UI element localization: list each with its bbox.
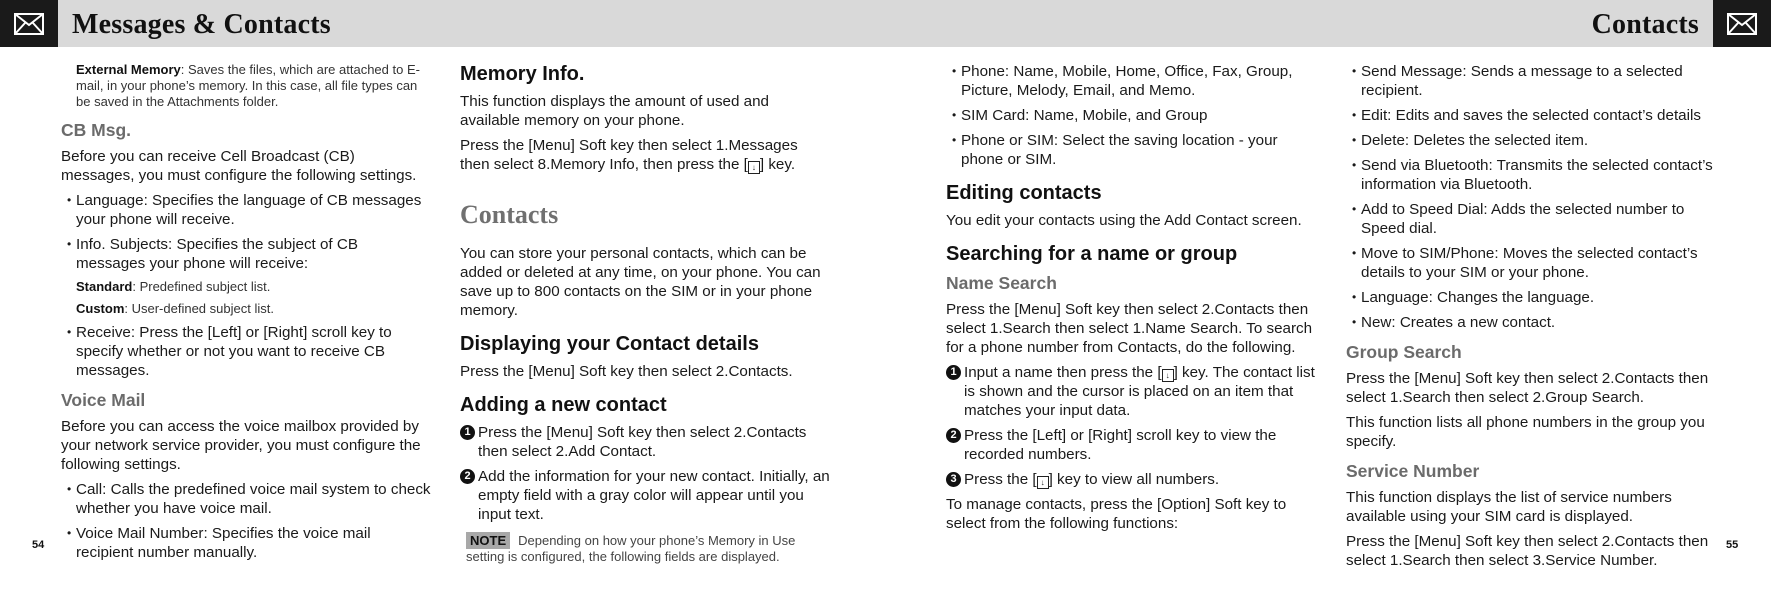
name-search-desc: Press the [Menu] Soft key then select 2.Contacts then select 1.Search then select 1.Name Search. To search for a phone number from Contacts, do the following. xyxy=(946,301,1313,356)
list-item: • Delete: Deletes the selected item. xyxy=(1352,132,1589,149)
header-title-left: Messages & Contacts xyxy=(72,9,331,40)
list-item: • Language: Specifies the language of CB messages your phone will receive. xyxy=(67,192,422,228)
list-item: • Move to SIM/Phone: Moves the selected contact’s details to your SIM or your phone. xyxy=(1352,245,1698,281)
group-search-heading: Group Search xyxy=(1346,342,1462,362)
list-item: • Call: Calls the predefined voice mail system to check whether you have voice mail. xyxy=(67,481,431,517)
list-item: • SIM Card: Name, Mobile, and Group xyxy=(952,107,1208,124)
column-4 xyxy=(1346,62,1716,576)
envelope-icon xyxy=(0,0,58,47)
ok-key-icon: ↓ xyxy=(748,161,760,174)
list-item: • Phone: Name, Mobile, Home, Office, Fax, Group, Picture, Melody, Email, and Memo. xyxy=(952,63,1293,99)
editing-contacts-heading: Editing contacts xyxy=(946,182,1102,204)
page-number-left: 54 xyxy=(32,539,45,551)
memory-info-instructions: Press the [Menu] Soft key then select 1.Messages then select 8.Memory Info, then press the [ ↓ ] key. xyxy=(460,137,798,173)
service-number-desc: This function displays the list of service numbers available using your SIM card is displayed. xyxy=(1346,489,1672,525)
page-number-right: 55 xyxy=(1726,539,1739,551)
adding-contact-steps xyxy=(460,423,830,524)
editing-contacts-desc: You edit your contacts using the Add Contact screen. xyxy=(946,212,1302,229)
displaying-contact-desc: Press the [Menu] Soft key then select 2.Contacts. xyxy=(460,363,793,380)
memory-info-desc: This function displays the amount of used and available memory on your phone. xyxy=(460,93,770,129)
displaying-contact-heading: Displaying your Contact details xyxy=(460,333,759,355)
memory-info-heading: Memory Info. xyxy=(460,63,585,85)
list-item: • Phone or SIM: Select the saving location - your phone or SIM. xyxy=(952,132,1278,168)
ok-key-icon: ↓ xyxy=(1037,476,1049,489)
cb-receive-list xyxy=(61,323,431,380)
step-item: 2 Press the [Left] or [Right] scroll key to view the recorded numbers. xyxy=(946,426,1316,464)
list-item: • Language: Changes the language. xyxy=(1352,289,1595,306)
column-2 xyxy=(460,62,830,565)
note-block: NOTE Depending on how your phone’s Memory in Use setting is configured, the following fields are displayed. xyxy=(466,533,796,564)
column-3 xyxy=(946,62,1316,539)
list-item: • New: Creates a new contact. xyxy=(1352,314,1556,331)
service-number-instructions: Press the [Menu] Soft key then select 2.Contacts then select 1.Search then select 3.Service Number. xyxy=(1346,533,1709,569)
list-item: • Send Message: Sends a message to a selected recipient. xyxy=(1352,63,1683,99)
voice-mail-list xyxy=(61,480,431,562)
external-memory-text: External Memory: Saves the files, which are attached to E-mail, in your phone’s memory. In this case, all file types can be saved in the Attachments folder. xyxy=(76,62,420,109)
service-number-heading: Service Number xyxy=(1346,461,1480,481)
step-item: 1 Press the [Menu] Soft key then select 2.Contacts then select 2.Add Contact. xyxy=(460,423,830,461)
note-badge: NOTE xyxy=(466,532,510,549)
list-item: • Send via Bluetooth: Transmits the selected contact’s information via Bluetooth. xyxy=(1352,157,1713,193)
standard-subject-text: Standard: Predefined subject list. xyxy=(76,279,271,294)
custom-subject-text: Custom: User-defined subject list. xyxy=(76,301,274,316)
manage-contacts-desc: To manage contacts, press the [Option] Soft key to select from the following functions: xyxy=(946,496,1287,532)
options-list xyxy=(1346,62,1716,332)
fields-list xyxy=(946,62,1316,169)
contacts-intro: You can store your personal contacts, which can be added or deleted at any time, on your phone. You can save up to 800 contacts on the SIM or in your phone memory. xyxy=(460,245,821,319)
group-search-desc: Press the [Menu] Soft key then select 2.Contacts then select 1.Search then select 2.Group Search. xyxy=(1346,370,1709,406)
list-item: • Edit: Edits and saves the selected contact’s details xyxy=(1352,107,1701,124)
name-search-heading: Name Search xyxy=(946,273,1057,293)
list-item: • Info. Subjects: Specifies the subject of CB messages your phone will receive: xyxy=(67,236,358,272)
header-title-right: Contacts xyxy=(1591,9,1699,40)
group-search-info: This function lists all phone numbers in the group you specify. xyxy=(1346,414,1705,450)
contacts-section-heading: Contacts xyxy=(460,200,559,229)
voice-mail-heading: Voice Mail xyxy=(61,390,146,410)
step-item: 1 Input a name then press the [ ↓ ] key. The contact list is shown and the cursor is placed on an item that matches your input data. xyxy=(946,363,1316,420)
list-item: • Receive: Press the [Left] or [Right] scroll key to specify whether or not you want to receive CB messages. xyxy=(67,324,392,379)
step-item: 3 Press the [ ↓ ] key to view all numbers. xyxy=(946,470,1316,489)
step-item: 2 Add the information for your new contact. Initially, an empty field with a gray color will appear until you input text. xyxy=(460,467,830,524)
ok-key-icon: ↓ xyxy=(1162,369,1174,382)
name-search-steps xyxy=(946,363,1316,489)
cb-intro: Before you can receive Cell Broadcast (CB) messages, you must configure the following settings. xyxy=(61,148,417,184)
voice-mail-intro: Before you can access the voice mailbox provided by your network service provider, you must configure the following settings. xyxy=(61,418,421,473)
column-1 xyxy=(61,62,431,568)
list-item: • Add to Speed Dial: Adds the selected number to Speed dial. xyxy=(1352,201,1685,237)
cb-settings-list xyxy=(61,191,431,273)
searching-heading: Searching for a name or group xyxy=(946,243,1238,265)
cb-msg-heading: CB Msg. xyxy=(61,120,131,140)
list-item: • Voice Mail Number: Specifies the voice mail recipient number manually. xyxy=(67,525,371,561)
adding-contact-heading: Adding a new contact xyxy=(460,394,667,416)
envelope-icon xyxy=(1713,0,1771,47)
